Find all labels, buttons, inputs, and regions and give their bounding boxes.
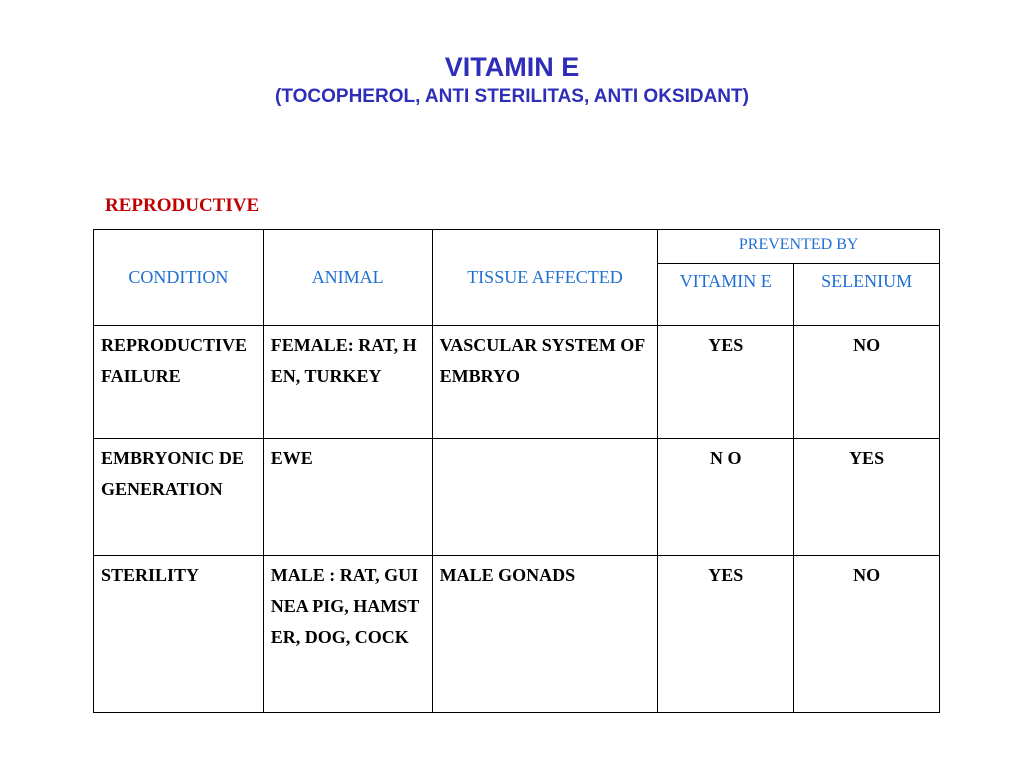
header-animal: ANIMAL: [263, 230, 432, 326]
vitamin-e-table: [93, 229, 940, 713]
cell-animal: MALE : RAT, GUINEA PIG, HAMSTER, DOG, COCK: [263, 556, 432, 713]
table-row: [94, 556, 940, 713]
cell-condition: STERILITY: [94, 556, 264, 713]
title-main: VITAMIN E: [444, 52, 580, 82]
cell-tissue: MALE GONADS: [432, 556, 658, 713]
cell-vitamin-e: N O: [658, 439, 794, 556]
cell-selenium: NO: [794, 556, 940, 713]
cell-animal: FEMALE: RAT, HEN, TURKEY: [263, 326, 432, 439]
cell-vitamin-e: YES: [658, 556, 794, 713]
section-label: REPRODUCTIVE: [105, 195, 260, 216]
slide-title: [0, 50, 1024, 110]
table-row: [94, 439, 940, 556]
cell-vitamin-e: YES: [658, 326, 794, 439]
header-selenium: SELENIUM: [794, 264, 940, 326]
cell-condition: REPRODUCTIVE FAILURE: [94, 326, 264, 439]
title-subtitle: (TOCOPHEROL, ANTI STERILITAS, ANTI OKSIDANT): [275, 86, 749, 107]
cell-animal: EWE: [263, 439, 432, 556]
header-tissue-affected: TISSUE AFFECTED: [432, 230, 658, 326]
cell-tissue: VASCULAR SYSTEM OF EMBRYO: [432, 326, 658, 439]
header-row-top: [94, 230, 940, 264]
cell-condition: EMBRYONIC DEGENERATION: [94, 439, 264, 556]
table-row: [94, 326, 940, 439]
cell-tissue: [432, 439, 658, 556]
header-vitamin-e: VITAMIN E: [658, 264, 794, 326]
cell-selenium: YES: [794, 439, 940, 556]
header-prevented-by: PREVENTED BY: [658, 230, 940, 264]
header-condition: CONDITION: [94, 230, 264, 326]
cell-selenium: NO: [794, 326, 940, 439]
